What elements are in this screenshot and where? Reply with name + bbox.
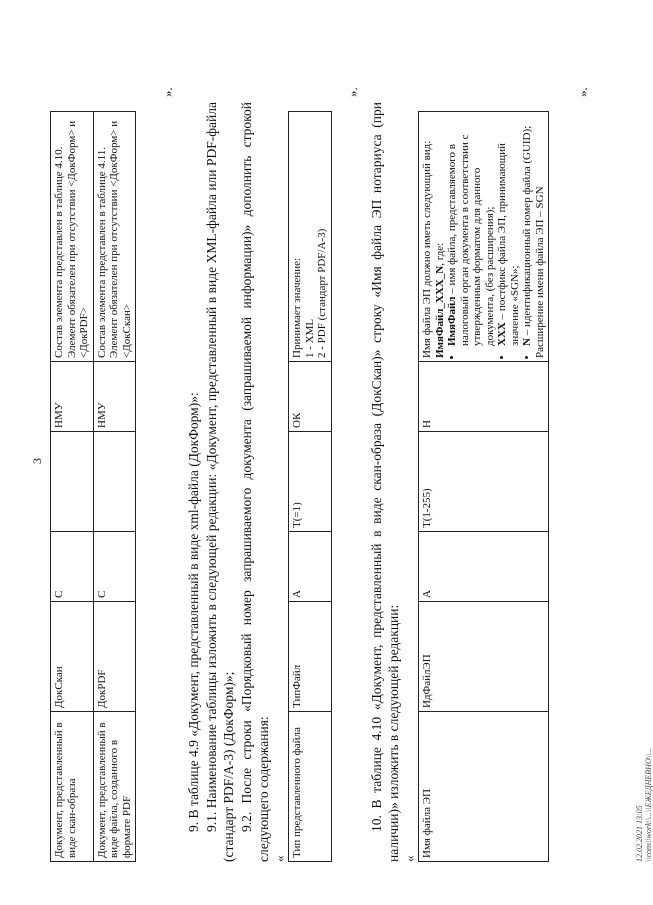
table-row: [289, 112, 332, 862]
list-item: [496, 115, 521, 346]
bullet-term: N: [521, 338, 533, 346]
page-number: 3: [30, 458, 44, 464]
section-9-1-text: 9.1. Наименование таблицы изложить в следующей редакции: «Документ, представленный в виде XML-файла или PDF-файла (стандарт PDF/A-3) (ДокФорм)»;: [204, 102, 236, 862]
cell-type: А: [419, 532, 549, 602]
footer-stamp: [635, 748, 653, 862]
desc-pattern: ИмяФайл_XXX_N: [433, 265, 446, 358]
section-9-intro: 9. В таблице 4.9 «Документ, представленный в виде xml-файла (ДокФорм)»:: [186, 392, 201, 832]
close-quote: ».: [345, 87, 360, 97]
cell-format: [51, 432, 94, 532]
table-file-type: [288, 111, 332, 862]
desc-where: , где:: [433, 242, 446, 266]
cell-kind: Н: [419, 362, 549, 432]
bullet-text: – постфикс файла ЭП, принимающий значение «SGN»;: [496, 143, 521, 346]
cell-code: ДокСкан: [51, 602, 94, 712]
cell-kind: ОК: [289, 362, 332, 432]
cell-type: А: [289, 532, 332, 602]
cell-type: С: [93, 532, 136, 602]
open-quote: «: [402, 855, 417, 862]
bullet-term: XXX: [496, 322, 508, 346]
desc-bullet-list: [446, 115, 534, 358]
table-row: [93, 112, 136, 862]
table-row: [51, 112, 94, 862]
bullet-text: – идентификационный номер файла (GUID);: [521, 125, 533, 339]
cell-name: Документ, представленный в виде скан-образа: [51, 712, 94, 862]
rotated-document-page: [30, 42, 653, 862]
section-10-text: 10. В таблице 4.10 «Документ, представленный в виде скан-образа (ДокСкан)» строку «Имя файла ЭП нотариуса (при наличии)» изложить в следующей редакции:: [369, 102, 401, 862]
cell-code: ТипФайл: [289, 602, 332, 712]
bullet-text: – имя файла, представляемого в налоговый орган документа в соответствии с утвержденным форматом для данного документа, (без расширения);: [446, 134, 496, 346]
cell-kind: НМУ: [93, 362, 136, 432]
cell-type: С: [51, 532, 94, 602]
footer-line: \\cons\\work\\...\\ЕЖЕДНЕВНО\\...: [644, 747, 653, 862]
desc-title: Принимает значение:: [291, 257, 303, 358]
cell-description: Состав элемента представлен в таблице 4.10. Элемент обязателен при отсутствии <ДокФорм> и <ДокPDF>: [51, 112, 94, 362]
cell-description: Состав элемента представлен в таблице 4.11. Элемент обязателен при отсутствии <ДокФорм> и <ДокСкан>: [93, 112, 136, 362]
cell-format: [93, 432, 136, 532]
desc-line: Имя файла ЭП должно иметь следующий вид:: [421, 140, 433, 358]
bullet-term: ИмяФайл: [446, 296, 458, 346]
table-signature-file: [418, 111, 549, 862]
table-row: [419, 112, 549, 862]
list-item: [446, 115, 496, 346]
desc-pattern-line: [434, 115, 447, 358]
cell-name: Документ, представленный в виде файла, созданного в формате PDF: [93, 712, 136, 862]
close-quote: ».: [575, 87, 590, 97]
cell-description: [419, 112, 549, 362]
desc-item: 2 - PDF (стандарт PDF/A-3): [316, 228, 328, 358]
cell-code: ДокPDF: [93, 602, 136, 712]
cell-code: ИдФайлЭП: [419, 602, 549, 712]
cell-name: Тип представленного файла: [289, 712, 332, 862]
open-quote: «: [272, 855, 287, 862]
list-item: [521, 115, 534, 346]
cell-format: T(1-255): [419, 432, 549, 532]
desc-item: 1 - XML: [303, 318, 316, 358]
cell-kind: НМУ: [51, 362, 94, 432]
footer-line: 12.02.2021 13:05: [635, 805, 644, 862]
desc-line: Расширение имени файла ЭП – SGN: [533, 186, 546, 358]
cell-name: Имя файла ЭП: [419, 712, 549, 862]
section-9-2-text: 9.2. После строки «Порядковый номер запрашиваемого документа (запрашиваемой информации)» дополнить строкой следующего содержания:: [239, 102, 271, 862]
close-quote: ».: [160, 87, 175, 97]
cell-description: [289, 112, 332, 362]
cell-format: T(=1): [289, 432, 332, 532]
table-doc-elements: [50, 111, 136, 862]
